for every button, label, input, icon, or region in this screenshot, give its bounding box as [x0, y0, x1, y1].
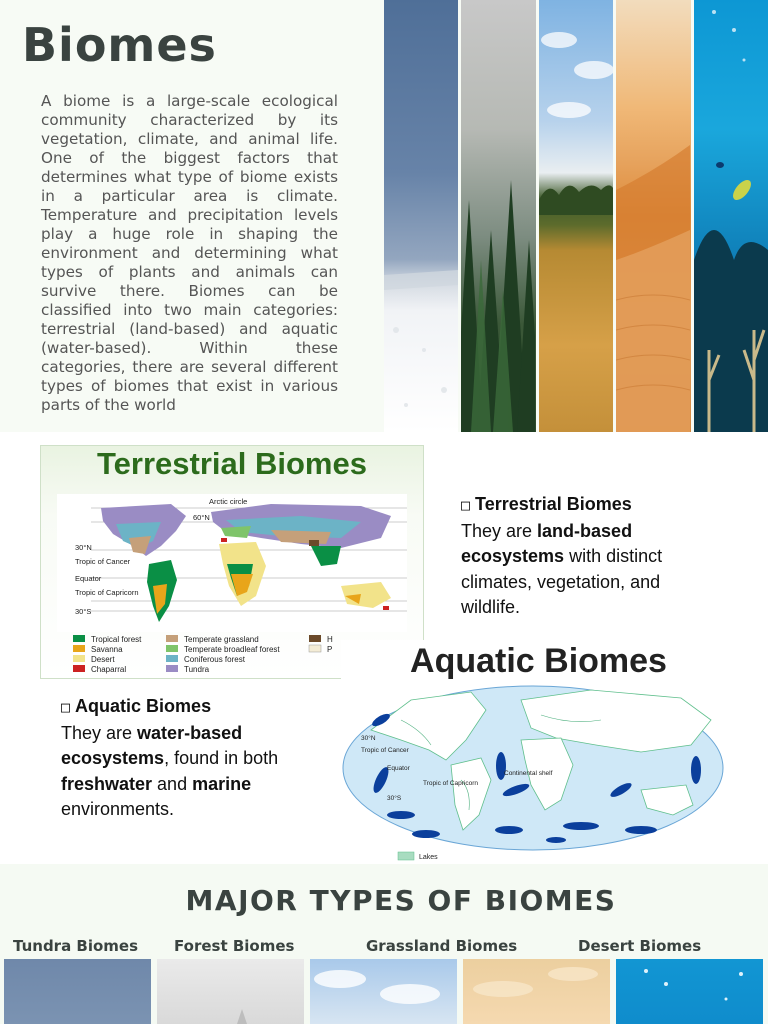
aq-lat-30n-label: 30°N [361, 735, 376, 742]
aq-lat-30s-label: 30°S [387, 795, 402, 802]
legend-temperate-grassland: Temperate grassland [184, 635, 259, 644]
category-label-tundra: Tundra Biomes [13, 937, 139, 955]
aquatic-bold-1: water-based ecosystems [61, 722, 243, 768]
aq-tropic-cancer-label: Tropic of Cancer [361, 747, 409, 754]
category-label-grassland: Grassland Biomes [366, 937, 518, 955]
terrestrial-description [461, 492, 711, 621]
legend-coniferous-forest: Coniferous forest [184, 655, 245, 664]
aquatic-missing-glyph-icon: □ [61, 698, 71, 716]
legend-h: H [327, 635, 333, 644]
aquatic-bold-3: marine [192, 773, 252, 794]
legend-desert: Desert [91, 655, 115, 664]
desert-thumbnail [463, 959, 610, 1024]
tropic-capricorn-label: Tropic of Capricorn [75, 588, 139, 597]
major-types-title: MAJOR TYPES OF BIOMES [185, 884, 617, 917]
terrestrial-figure-title: Terrestrial Biomes [97, 446, 367, 481]
lat-60n-label: 60°N [193, 513, 210, 522]
terrestrial-bold-1: land-based ecosystems [461, 520, 633, 566]
terrestrial-text-2: with distinct climates, vegetation, and wildlife. [461, 546, 663, 617]
tundra-thumbnail [4, 959, 151, 1024]
category-label-desert: Desert Biomes [578, 937, 702, 955]
terrestrial-missing-glyph-icon: □ [461, 496, 471, 514]
lat-30s-label: 30°S [75, 607, 92, 616]
arctic-circle-label: Arctic circle [209, 497, 248, 506]
aquatic-text-3: and [152, 773, 193, 794]
legend-chaparral: Chaparral [91, 665, 127, 674]
aq-equator-label: Equator [387, 765, 410, 772]
aquatic-heading: Aquatic Biomes [75, 696, 212, 716]
intro-paragraph: A biome is a large-scale ecological community characterized by its vegetation, climate, and animal life. One of the biggest factors that determines what type of biome exists in a particular area is climate. Temperature and precipitation levels play a huge role in shaping the environment and determining what types of plants and animals can survive there. Biomes can be classified into two main categories: terrestrial (land-based) and aquatic (water-based). Within these categories, there are several different types of biomes that exist in various parts of the world [41, 92, 338, 414]
aquatic-biomes-map-figure [341, 640, 736, 862]
legend-temperate-broadleaf: Temperate broadleaf forest [184, 645, 280, 654]
terrestrial-heading: Terrestrial Biomes [475, 494, 632, 514]
aquatic-thumbnail [616, 959, 763, 1024]
grassland-thumbnail [310, 959, 457, 1024]
grassland-photo [539, 0, 613, 432]
equator-label: Equator [75, 574, 102, 583]
biome-photo-strips [384, 0, 768, 432]
aquatic-text-4: environments. [61, 799, 175, 819]
tundra-photo [384, 0, 458, 432]
aquatic-figure-title: Aquatic Biomes [410, 642, 667, 680]
continental-shelf-label: Continental shelf [504, 770, 553, 777]
intro-section [0, 0, 768, 432]
legend-savanna: Savanna [91, 645, 123, 654]
forest-thumbnail [157, 959, 304, 1024]
page-title: Biomes [22, 18, 217, 72]
aquatic-text-1: They are [61, 722, 138, 743]
forest-photo [461, 0, 535, 432]
legend-tropical-forest: Tropical forest [91, 635, 142, 644]
aq-tropic-capricorn-label: Tropic of Capricorn [423, 780, 479, 787]
major-types-section [0, 864, 768, 1024]
desert-photo [616, 0, 690, 432]
lat-30n-label: 30°N [75, 543, 92, 552]
legend-p: P [327, 645, 333, 654]
ocean-photo [694, 0, 768, 432]
aquatic-text-2: , found in both [164, 748, 279, 768]
terrestrial-text-1: They are [461, 520, 538, 541]
tropic-cancer-label: Tropic of Cancer [75, 557, 131, 566]
aquatic-bold-2: freshwater [61, 773, 153, 794]
legend-tundra: Tundra [184, 665, 210, 674]
category-label-forest: Forest Biomes [174, 937, 295, 955]
legend-lakes: Lakes [419, 854, 438, 861]
aquatic-description [61, 694, 311, 823]
